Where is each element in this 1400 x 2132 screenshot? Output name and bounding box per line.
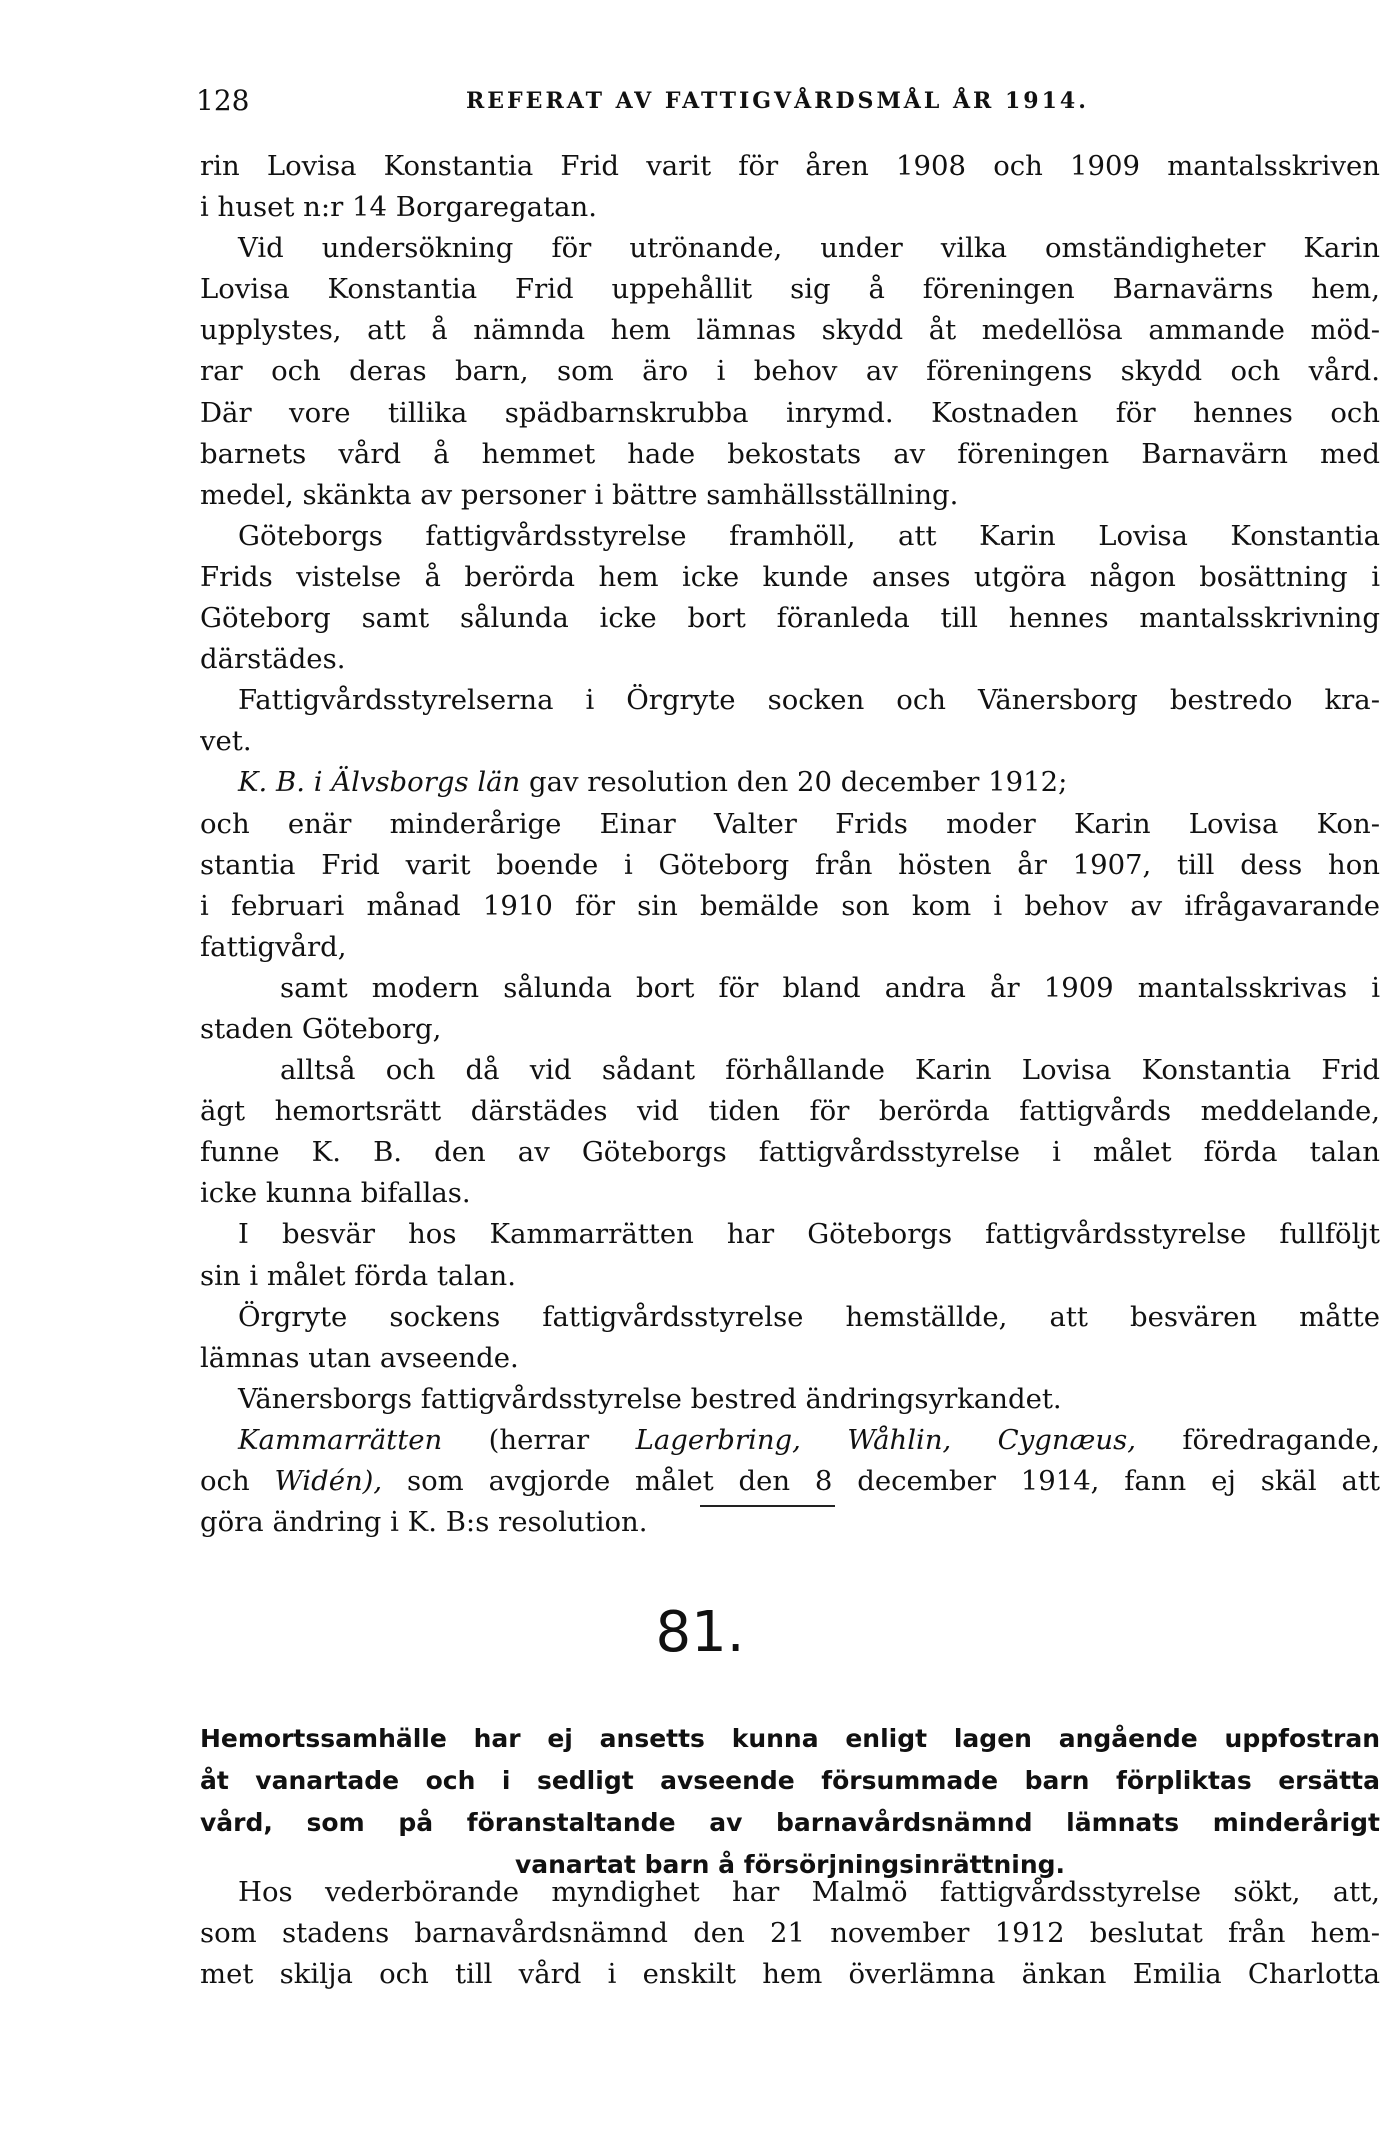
- text-line: [200, 1461, 1380, 1502]
- text-line: Fattigvårdsstyrelserna i Örgryte socken och Vänersborg bestredo kra-: [238, 684, 1380, 717]
- text-line: därstädes.: [200, 643, 346, 676]
- text-line: Frids vistelse å berörda hem icke kunde anses utgöra någon bosättning i: [200, 560, 1380, 593]
- text-line: rin Lovisa Konstantia Frid varit för åren 1908 och 1909 mantalsskriven: [200, 150, 1380, 182]
- text-line: Hos vederbörande myndighet har Malmö fattigvårdsstyrelse sökt, att,: [238, 1876, 1380, 1908]
- text-line: vet.: [200, 725, 252, 758]
- text-line: funne K. B. den av Göteborgs fattigvårdsstyrelse i målet förda talan: [200, 1136, 1380, 1169]
- text-line: barnets vård å hemmet hade bekostats av föreningen Barnavärn med: [200, 437, 1380, 470]
- court-name: K. B. i Älvsborgs län: [238, 766, 521, 799]
- text-line: samt modern sålunda bort för bland andra år 1909 mantalsskrivas i: [280, 971, 1380, 1004]
- text-line: upplystes, att å nämnda hem lämnas skydd åt medellösa ammande möd-: [200, 314, 1380, 347]
- text-fragment: (herrar: [488, 1423, 590, 1456]
- case-body-text: [200, 1872, 1380, 1995]
- text-line: Vid undersökning för utrönande, under vilka omständigheter Karin: [238, 232, 1380, 265]
- text-line: staden Göteborg,: [200, 1012, 442, 1045]
- text-line: medel, skänkta av personer i bättre samhällsställning.: [200, 478, 959, 511]
- headnote-line: Hemortssamhälle har ej ansetts kunna enligt lagen angående uppfostran: [200, 1724, 1380, 1753]
- text-line: och enär minderårige Einar Valter Frids moder Karin Lovisa Kon-: [200, 807, 1380, 840]
- body-text: [200, 146, 1380, 1543]
- headnote-line: vanartat barn å försörjningsinrättning.: [514, 1850, 1066, 1879]
- text-line: Där vore tillika spädbarnskrubba inrymd. Kostnaden för hennes och: [200, 396, 1380, 429]
- text-line: alltså och då vid sådant förhållande Karin Lovisa Konstantia Frid: [280, 1054, 1380, 1087]
- text-line: I besvär hos Kammarrätten har Göteborgs fattigvårdsstyrelse fullföljt: [238, 1218, 1380, 1251]
- text-fragment: och: [200, 1465, 250, 1497]
- text-line: Örgryte sockens fattigvårdsstyrelse hemställde, att besvären måtte: [238, 1300, 1380, 1333]
- page-header: [196, 84, 1376, 124]
- section-divider: [700, 1505, 835, 1507]
- text-line: Vänersborgs fattigvårdsstyrelse bestred ändringsyrkandet.: [238, 1382, 1062, 1415]
- text-line: Lovisa Konstantia Frid uppehållit sig å föreningen Barnavärns hem,: [200, 273, 1380, 306]
- text-line: i februari månad 1910 för sin bemälde son kom i behov av ifrågavarande: [200, 889, 1380, 922]
- text-line: lämnas utan avseende.: [200, 1341, 519, 1374]
- headnote-line: vård, som på föranstaltande av barnavårdsnämnd lämnats minderårigt: [200, 1808, 1380, 1837]
- text-line: rar och deras barn, som äro i behov av föreningens skydd och vård.: [200, 355, 1380, 388]
- text-line: met skilja och till vård i enskilt hem överlämna änkan Emilia Charlotta: [200, 1958, 1380, 1991]
- judge-names: Lagerbring, Wåhlin, Cygnæus,: [635, 1423, 1136, 1456]
- text-line: icke kunna bifallas.: [200, 1177, 471, 1210]
- text-line: ägt hemortsrätt därstädes vid tiden för berörda fattigvårds meddelande,: [200, 1095, 1380, 1128]
- text-line: [200, 1420, 1380, 1461]
- running-head: REFERAT AV FATTIGVÅRDSMÅL ÅR 1914.: [466, 88, 1089, 114]
- text-line: sin i målet förda talan.: [200, 1259, 516, 1292]
- text-line: stantia Frid varit boende i Göteborg från hösten år 1907, till dess hon: [200, 848, 1380, 881]
- text-line: i huset n:r 14 Borgaregatan.: [200, 191, 597, 224]
- text-line: som stadens barnavårdsnämnd den 21 november 1912 beslutat från hem-: [200, 1917, 1380, 1950]
- headnote-line: åt vanartade och i sedligt avseende försummade barn förpliktas ersätta: [200, 1766, 1380, 1795]
- text-line: fattigvård,: [200, 930, 347, 963]
- case-number: 81.: [655, 1600, 745, 1665]
- court-name: Kammarrätten: [238, 1423, 443, 1456]
- text-fragment: föredragande,: [1182, 1423, 1380, 1456]
- text-fragment: som avgjorde målet den 8 december 1914, fann ej skäl att: [407, 1465, 1380, 1497]
- case-headnote: [200, 1718, 1380, 1886]
- page-number: 128: [196, 84, 250, 117]
- text-fragment: gav resolution den 20 december 1912;: [528, 766, 1068, 799]
- text-line: Göteborg samt sålunda icke bort föranleda till hennes mantalsskrivning: [200, 602, 1380, 635]
- text-line: göra ändring i K. B:s resolution.: [200, 1506, 648, 1539]
- text-line: Göteborgs fattigvårdsstyrelse framhöll, att Karin Lovisa Konstantia: [238, 519, 1380, 552]
- judge-name: Widén),: [274, 1465, 383, 1497]
- text-line: [200, 762, 1380, 803]
